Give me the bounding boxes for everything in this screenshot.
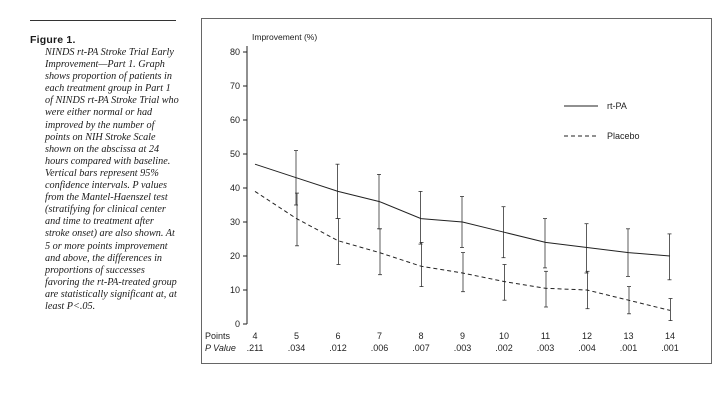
y-axis-label: Improvement (%) xyxy=(252,32,318,42)
x-tick-label: 4 xyxy=(252,331,258,341)
p-value-label: .004 xyxy=(578,343,596,353)
y-tick-label: 40 xyxy=(229,183,240,193)
series-line-placebo xyxy=(255,191,670,310)
caption-text: NINDS rt-PA Stroke Trial Early Improvement—Part 1. Graph shows proportion of patients in each treatment group in Part 1 of NINDS rt-PA Stroke Trial who were either normal or had improved by the number of points on NIH Stroke Scale shown on the abscissa at 24 hours compared with baseline. Vertical bars represent 95% confidence intervals. P values from the Mantel-Haenszel test (stratifying for clinical center and time to treatment after stroke onset) are also shown. At 5 or more points improvement and above, the differences in proportions of successes favoring the rt-PA-treated group are statistically significant at, at least P<.05. xyxy=(45,47,179,312)
y-tick-label: 80 xyxy=(229,47,240,57)
y-tick-label: 60 xyxy=(229,115,240,125)
improvement-line-chart xyxy=(202,19,711,363)
series-lines xyxy=(255,164,670,310)
x-tick-label: 12 xyxy=(581,331,593,341)
legend xyxy=(564,101,640,141)
x-tick-label: 5 xyxy=(293,331,300,341)
x-tick-label: 7 xyxy=(376,331,383,341)
y-tick-label: 30 xyxy=(229,217,240,227)
pvalue-row-label: P Value xyxy=(205,343,236,353)
x-tick-label: 13 xyxy=(623,331,634,341)
y-tick-label: 10 xyxy=(229,285,240,295)
p-value-label: .002 xyxy=(495,343,513,353)
y-tick-label: 70 xyxy=(229,81,240,91)
caption-label: Figure 1. xyxy=(30,34,76,46)
p-value-label: .001 xyxy=(619,343,638,353)
p-value-label: .034 xyxy=(287,343,306,353)
p-value-label: .007 xyxy=(412,343,430,353)
x-axis-rows xyxy=(205,331,679,353)
legend-label-placebo: Placebo xyxy=(607,131,640,141)
x-tick-label: 6 xyxy=(335,331,341,341)
y-tick-label: 0 xyxy=(234,319,240,329)
series-line-rt-pa xyxy=(255,164,670,256)
caption-top-rule xyxy=(30,20,176,21)
y-tick-label: 50 xyxy=(229,149,240,159)
error-bars xyxy=(294,151,673,321)
axes xyxy=(230,46,247,329)
figure-caption xyxy=(30,34,180,313)
p-value-label: .211 xyxy=(246,343,264,353)
x-tick-label: 10 xyxy=(498,331,510,341)
p-value-label: .006 xyxy=(370,343,389,353)
p-value-label: .012 xyxy=(329,343,347,353)
x-tick-label: 14 xyxy=(664,331,676,341)
legend-label-rt-pa: rt-PA xyxy=(607,101,627,111)
p-value-label: .003 xyxy=(453,343,472,353)
x-tick-label: 11 xyxy=(540,331,551,341)
chart-frame xyxy=(201,18,712,364)
x-tick-label: 9 xyxy=(459,331,466,341)
y-tick-label: 20 xyxy=(229,251,240,261)
points-row-label: Points xyxy=(205,331,231,341)
p-value-label: .003 xyxy=(536,343,555,353)
p-value-label: .001 xyxy=(661,343,679,353)
x-tick-label: 8 xyxy=(418,331,424,341)
